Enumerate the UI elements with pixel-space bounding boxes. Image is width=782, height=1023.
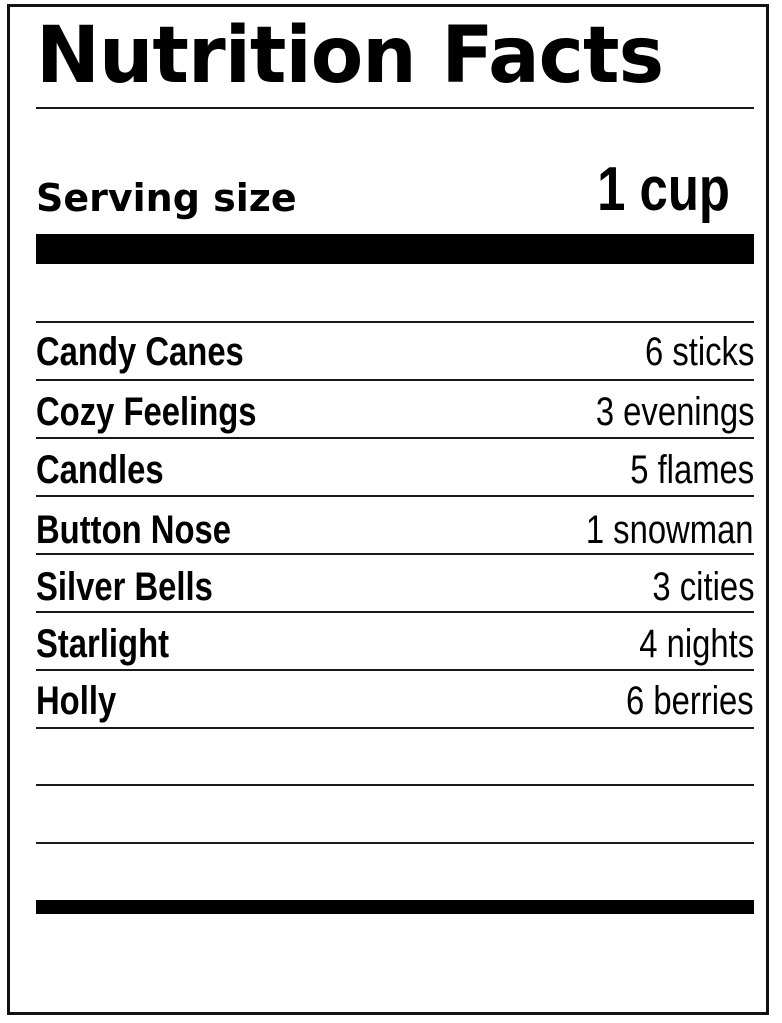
title-divider: [36, 107, 754, 109]
serving-size-label: Serving size: [36, 176, 297, 220]
list-item: [36, 502, 754, 558]
item-name: Starlight: [36, 622, 170, 666]
list-item: [36, 616, 754, 672]
item-amount: 3 evenings: [595, 390, 754, 434]
item-name: Button Nose: [36, 508, 231, 552]
row-divider: [36, 727, 754, 729]
empty-row-divider: [36, 842, 754, 844]
row-divider: [36, 437, 754, 439]
serving-thick-divider: [36, 234, 754, 264]
item-amount: 6 sticks: [644, 330, 754, 374]
item-amount: 5 flames: [630, 448, 754, 492]
item-name: Candles: [36, 448, 164, 492]
row-divider: [36, 611, 754, 613]
list-item: [36, 673, 754, 729]
item-amount: 3 cities: [651, 565, 754, 609]
row-divider: [36, 379, 754, 381]
nutrition-label: [7, 4, 769, 1015]
list-item: [36, 559, 754, 615]
list-item: [36, 324, 754, 380]
row-divider: [36, 669, 754, 671]
item-name: Holly: [36, 679, 117, 723]
item-amount: 4 nights: [639, 622, 754, 666]
item-amount: 6 berries: [626, 679, 754, 723]
bottom-thick-divider: [36, 900, 754, 914]
item-name: Cozy Feelings: [36, 390, 257, 434]
item-name: Candy Canes: [36, 330, 244, 374]
label-title: Nutrition Facts: [36, 11, 664, 101]
list-item: [36, 384, 754, 440]
empty-row-divider: [36, 784, 754, 786]
serving-size-value: 1 cup: [597, 155, 730, 224]
row-divider: [36, 321, 754, 323]
row-divider: [36, 553, 754, 555]
row-divider: [36, 495, 754, 497]
list-item: [36, 442, 754, 498]
item-amount: 1 snowman: [586, 508, 754, 552]
item-name: Silver Bells: [36, 565, 213, 609]
